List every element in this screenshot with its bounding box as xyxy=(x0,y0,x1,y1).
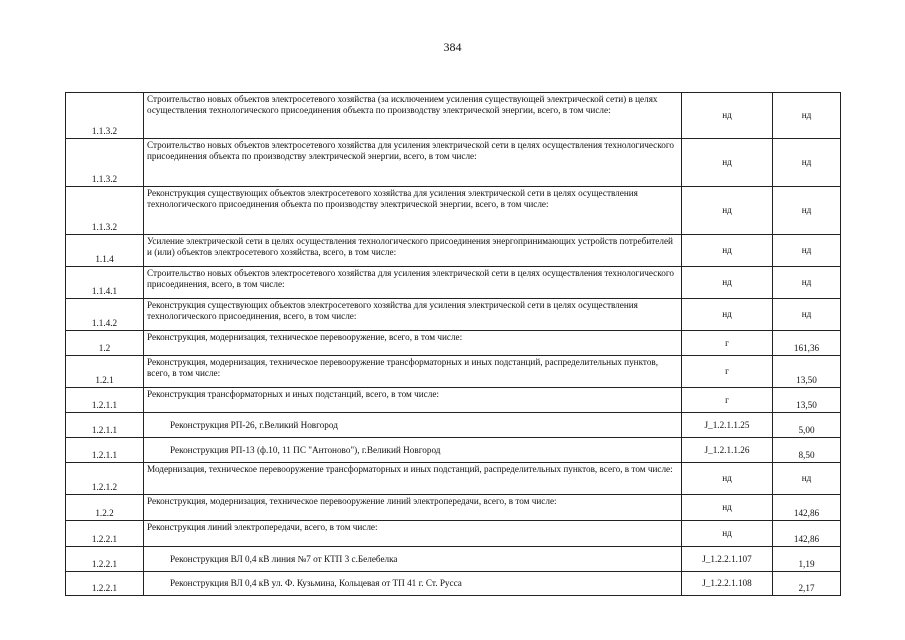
row-description: Строительство новых объектов электросетевого хозяйства (за исключением усиления существующей электрической сети) в целях осуществления технологического присоединения объекта по производству электрической энергии, всего, в том числе: xyxy=(144,93,682,139)
row-code: 1.2.2 xyxy=(66,495,144,521)
row-code: 1.1.4.2 xyxy=(66,299,144,331)
table-row xyxy=(66,299,841,331)
row-identifier: J_1.2.2.1.107 xyxy=(682,547,773,572)
row-identifier: г xyxy=(682,356,773,388)
row-identifier: J_1.2.1.1.26 xyxy=(682,438,773,463)
row-identifier: J_1.2.1.1.25 xyxy=(682,413,773,438)
table-row xyxy=(66,495,841,521)
row-identifier: г xyxy=(682,331,773,356)
row-value: 13,50 xyxy=(773,356,841,388)
row-description: Реконструкция, модернизация, техническое перевооружение, всего, в том числе: xyxy=(144,331,682,356)
row-value: 161,36 xyxy=(773,331,841,356)
table-row xyxy=(66,438,841,463)
row-description: Реконструкция, модернизация, техническое перевооружение трансформаторных и иных подстанций, распределительных пунктов, всего, в том числе: xyxy=(144,356,682,388)
table-row xyxy=(66,93,841,139)
row-code: 1.1.3.2 xyxy=(66,187,144,235)
row-identifier: г xyxy=(682,388,773,413)
row-identifier: нд xyxy=(682,187,773,235)
table-row xyxy=(66,521,841,547)
row-description: Реконструкция РП-13 (ф.10, 11 ПС "Антоново"), г.Великий Новгород xyxy=(144,438,682,463)
row-description: Реконструкция ВЛ 0,4 кВ ул. Ф. Кузьмина, Кольцевая от ТП 41 г. Ст. Русса xyxy=(144,572,682,596)
row-code: 1.2.2.1 xyxy=(66,521,144,547)
row-code: 1.2.2.1 xyxy=(66,572,144,596)
row-description: Модернизация, техническое перевооружение трансформаторных и иных подстанций, распределительных пунктов, всего, в том числе: xyxy=(144,463,682,495)
row-code: 1.2.1.1 xyxy=(66,413,144,438)
row-value: нд xyxy=(773,299,841,331)
row-value: нд xyxy=(773,93,841,139)
row-value: 8,50 xyxy=(773,438,841,463)
table-row xyxy=(66,235,841,267)
table-row xyxy=(66,413,841,438)
row-code: 1.2.1.2 xyxy=(66,463,144,495)
table-row xyxy=(66,388,841,413)
row-code: 1.2 xyxy=(66,331,144,356)
row-code: 1.1.4 xyxy=(66,235,144,267)
row-description: Строительство новых объектов электросетевого хозяйства для усиления электрической сети в целях осуществления технологического присоединения объекта по производству электрической энергии, всего, в том числе: xyxy=(144,139,682,187)
table-row xyxy=(66,356,841,388)
row-identifier: нд xyxy=(682,463,773,495)
row-code: 1.1.3.2 xyxy=(66,139,144,187)
row-identifier: J_1.2.2.1.108 xyxy=(682,572,773,596)
row-identifier: нд xyxy=(682,495,773,521)
row-identifier: нд xyxy=(682,299,773,331)
row-description: Реконструкция существующих объектов электросетевого хозяйства для усиления электрической сети в целях осуществления технологического присоединения, всего, в том числе: xyxy=(144,299,682,331)
row-code: 1.1.3.2 xyxy=(66,93,144,139)
row-value: 5,00 xyxy=(773,413,841,438)
page-number: 384 xyxy=(443,40,462,54)
row-description: Реконструкция, модернизация, техническое перевооружение линий электропередачи, всего, в том числе: xyxy=(144,495,682,521)
row-code: 1.1.4.1 xyxy=(66,267,144,299)
row-identifier: нд xyxy=(682,521,773,547)
row-code: 1.2.1.1 xyxy=(66,438,144,463)
table-row xyxy=(66,331,841,356)
row-description: Реконструкция существующих объектов электросетевого хозяйства для усиления электрической сети в целях осуществления технологического присоединения объекта по производству электрической энергии, всего, в том числе: xyxy=(144,187,682,235)
row-description: Реконструкция линий электропередачи, всего, в том числе: xyxy=(144,521,682,547)
row-value: нд xyxy=(773,235,841,267)
row-value: нд xyxy=(773,267,841,299)
row-value: 13,50 xyxy=(773,388,841,413)
row-description: Реконструкция ВЛ 0,4 кВ линия №7 от КТП 3 с.Белебелка xyxy=(144,547,682,572)
row-identifier: нд xyxy=(682,267,773,299)
row-identifier: нд xyxy=(682,93,773,139)
table-row xyxy=(66,572,841,596)
investment-table xyxy=(65,92,841,596)
row-value: 2,17 xyxy=(773,572,841,596)
row-value: нд xyxy=(773,139,841,187)
table-row xyxy=(66,463,841,495)
table-row xyxy=(66,187,841,235)
row-value: 142,86 xyxy=(773,521,841,547)
row-value: нд xyxy=(773,463,841,495)
table-row xyxy=(66,547,841,572)
row-description: Реконструкция трансформаторных и иных подстанций, всего, в том числе: xyxy=(144,388,682,413)
row-description: Усиление электрической сети в целях осуществления технологического присоединения энергопринимающих устройств потребителей и (или) объектов электросетевого хозяйства, всего, в том числе: xyxy=(144,235,682,267)
row-code: 1.2.1 xyxy=(66,356,144,388)
row-description: Реконструкция РП-26, г.Великий Новгород xyxy=(144,413,682,438)
table-row xyxy=(66,139,841,187)
row-identifier: нд xyxy=(682,235,773,267)
row-description: Строительство новых объектов электросетевого хозяйства для усиления электрической сети в целях осуществления технологического присоединения, всего, в том числе: xyxy=(144,267,682,299)
row-code: 1.2.1.1 xyxy=(66,388,144,413)
table-row xyxy=(66,267,841,299)
row-code: 1.2.2.1 xyxy=(66,547,144,572)
row-identifier: нд xyxy=(682,139,773,187)
row-value: 142,86 xyxy=(773,495,841,521)
row-value: нд xyxy=(773,187,841,235)
row-value: 1,19 xyxy=(773,547,841,572)
